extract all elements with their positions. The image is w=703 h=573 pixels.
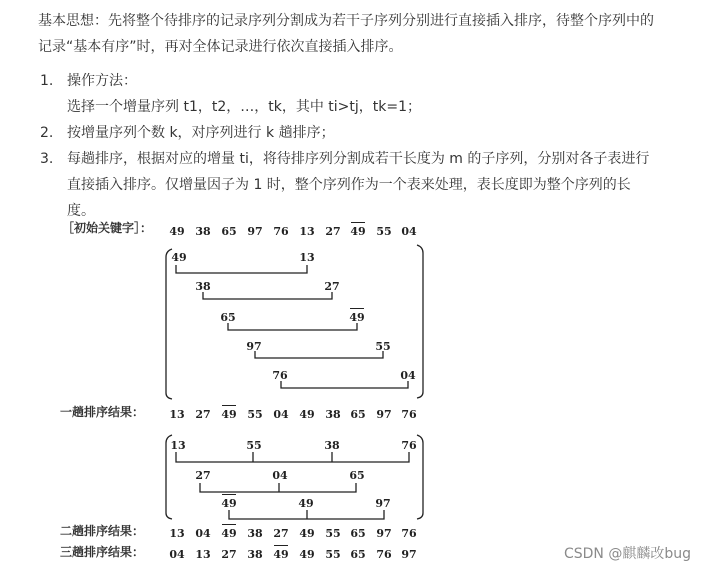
g2-item: 97	[375, 497, 391, 510]
key-value: 27	[195, 408, 211, 421]
g1-item: 04	[400, 369, 416, 382]
g2-item: 49	[219, 497, 239, 510]
key-value: 76	[273, 225, 289, 238]
g1-item: 55	[375, 340, 391, 353]
key-value: 27	[221, 548, 237, 561]
g2-item: 38	[324, 439, 340, 452]
g2-item: 27	[195, 469, 211, 482]
key-value: 65	[350, 548, 366, 561]
g1-item: 13	[299, 251, 315, 264]
label-pass2: 二趟排序结果：	[60, 524, 145, 538]
key-value: 27	[325, 225, 341, 238]
g1-item: 27	[324, 280, 340, 293]
key-value: 49	[348, 225, 368, 238]
key-value: 13	[169, 408, 185, 421]
key-value: 49	[299, 408, 315, 421]
key-value: 38	[325, 408, 341, 421]
key-value: 49	[299, 527, 315, 540]
bracket-lines	[0, 205, 703, 573]
key-value: 55	[325, 527, 341, 540]
g2-item: 49	[298, 497, 314, 510]
label-initial: ［初始关键字］：	[62, 221, 153, 235]
g2-item: 65	[349, 469, 365, 482]
key-value: 13	[299, 225, 315, 238]
key-value: 49	[169, 225, 185, 238]
key-value: 27	[273, 527, 289, 540]
label-pass1: 一趟排序结果：	[60, 405, 145, 419]
key-value: 55	[247, 408, 263, 421]
key-value: 76	[401, 408, 417, 421]
g2-item: 04	[272, 469, 288, 482]
key-value: 97	[376, 527, 392, 540]
key-value: 65	[221, 225, 237, 238]
g2-item: 13	[170, 439, 186, 452]
key-value: 55	[325, 548, 341, 561]
key-value: 04	[401, 225, 417, 238]
step-1: 1. 操作方法： 选择一个增量序列 t1，t2，…，tk，其中 ti>tj，tk=1；	[40, 73, 422, 115]
key-value: 49	[271, 548, 291, 561]
key-value: 55	[376, 225, 392, 238]
label-pass3: 三趟排序结果：	[60, 545, 145, 559]
g2-item: 76	[401, 439, 417, 452]
key-value: 97	[376, 408, 392, 421]
key-value: 76	[376, 548, 392, 561]
key-value: 65	[350, 408, 366, 421]
key-value: 49	[219, 408, 239, 421]
key-value: 49	[299, 548, 315, 561]
key-value: 97	[401, 548, 417, 561]
key-value: 76	[401, 527, 417, 540]
key-value: 65	[350, 527, 366, 540]
key-value: 49	[219, 527, 239, 540]
g1-item: 76	[272, 369, 288, 382]
key-value: 97	[247, 225, 263, 238]
intro-paragraph: 基本思想：先将整个待排序的记录序列分割成为若干子序列分别进行直接插入排序，待整个序列中的记录“基本有序”时，再对全体记录进行依次直接插入排序。	[38, 13, 654, 55]
key-value: 04	[273, 408, 289, 421]
key-value: 38	[247, 548, 263, 561]
g1-item: 38	[195, 280, 211, 293]
g2-item: 55	[246, 439, 262, 452]
g1-item: 97	[246, 340, 262, 353]
key-value: 04	[195, 527, 211, 540]
watermark: CSDN @麒麟改bug	[563, 546, 691, 562]
key-value: 13	[195, 548, 211, 561]
key-value: 04	[169, 548, 185, 561]
shell-sort-figure	[0, 205, 703, 573]
step-3: 3. 每趟排序，根据对应的增量 ti，将待排序列分割成若干长度为 m 的子序列，分别对各子表进行直接插入排序。仅增量因子为 1 时，整个序列作为一个表来处理，表长度即为整个序列的长度。	[40, 151, 650, 219]
steps-list	[38, 68, 658, 224]
g1-item: 65	[220, 311, 236, 324]
g1-item: 49	[171, 251, 187, 264]
step-2: 2. 按增量序列个数 k，对序列进行 k 趟排序；	[40, 125, 335, 141]
key-value: 38	[195, 225, 211, 238]
article-text	[38, 8, 658, 224]
g1-item: 49	[347, 311, 367, 324]
key-value: 13	[169, 527, 185, 540]
key-value: 38	[247, 527, 263, 540]
